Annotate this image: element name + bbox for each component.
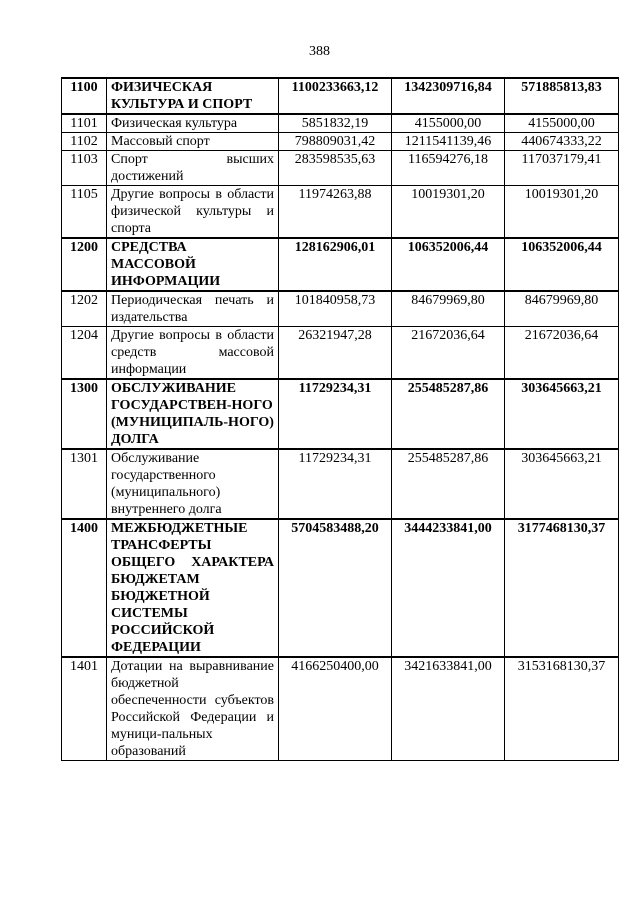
table-row [62, 379, 619, 449]
table-row [62, 238, 619, 291]
table-row [62, 151, 619, 186]
row-code: 1400 [62, 519, 107, 657]
row-value-3: 303645663,21 [505, 449, 619, 519]
row-code: 1401 [62, 657, 107, 761]
row-value-2: 21672036,64 [392, 327, 505, 380]
row-value-3: 440674333,22 [505, 133, 619, 151]
row-value-1: 11974263,88 [279, 186, 392, 239]
table-row [62, 291, 619, 327]
row-value-2: 4155000,00 [392, 114, 505, 133]
row-value-2: 10019301,20 [392, 186, 505, 239]
row-code: 1100 [62, 78, 107, 114]
row-value-3: 4155000,00 [505, 114, 619, 133]
table-row [62, 186, 619, 239]
row-value-1: 1100233663,12 [279, 78, 392, 114]
budget-table [61, 77, 619, 761]
row-value-3: 10019301,20 [505, 186, 619, 239]
row-value-3: 303645663,21 [505, 379, 619, 449]
row-name: Периодическая печать и издательства [107, 291, 279, 327]
row-value-1: 101840958,73 [279, 291, 392, 327]
row-value-3: 571885813,83 [505, 78, 619, 114]
row-name: СРЕДСТВА МАССОВОЙ ИНФОРМАЦИИ [107, 238, 279, 291]
table-row [62, 327, 619, 380]
table-row [62, 657, 619, 761]
row-value-3: 21672036,64 [505, 327, 619, 380]
row-value-2: 1211541139,46 [392, 133, 505, 151]
row-value-3: 3153168130,37 [505, 657, 619, 761]
row-value-3: 106352006,44 [505, 238, 619, 291]
row-value-1: 11729234,31 [279, 379, 392, 449]
row-code: 1101 [62, 114, 107, 133]
row-value-1: 283598535,63 [279, 151, 392, 186]
row-code: 1300 [62, 379, 107, 449]
table-row [62, 114, 619, 133]
row-value-1: 128162906,01 [279, 238, 392, 291]
row-name: ФИЗИЧЕСКАЯ КУЛЬТУРА И СПОРТ [107, 78, 279, 114]
row-value-2: 3421633841,00 [392, 657, 505, 761]
row-code: 1202 [62, 291, 107, 327]
row-code: 1102 [62, 133, 107, 151]
row-name: Другие вопросы в области физической культуры и спорта [107, 186, 279, 239]
table-row [62, 519, 619, 657]
row-code: 1200 [62, 238, 107, 291]
row-name: Массовый спорт [107, 133, 279, 151]
row-name: Физическая культура [107, 114, 279, 133]
table-row [62, 449, 619, 519]
table-row [62, 78, 619, 114]
row-name: ОБСЛУЖИВАНИЕ ГОСУДАРСТВЕН-НОГО (МУНИЦИПАЛЬ-НОГО) ДОЛГА [107, 379, 279, 449]
row-value-3: 3177468130,37 [505, 519, 619, 657]
row-code: 1105 [62, 186, 107, 239]
row-value-1: 4166250400,00 [279, 657, 392, 761]
row-code: 1103 [62, 151, 107, 186]
row-value-2: 84679969,80 [392, 291, 505, 327]
row-value-1: 5704583488,20 [279, 519, 392, 657]
row-value-2: 1342309716,84 [392, 78, 505, 114]
row-name: Дотации на выравнивание бюджетной обеспеченности субъектов Российской Федерации и муници-пальных образований [107, 657, 279, 761]
row-value-1: 11729234,31 [279, 449, 392, 519]
row-value-2: 106352006,44 [392, 238, 505, 291]
row-value-2: 116594276,18 [392, 151, 505, 186]
row-code: 1204 [62, 327, 107, 380]
row-name: МЕЖБЮДЖЕТНЫЕ ТРАНСФЕРТЫ ОБЩЕГО ХАРАКТЕРА БЮДЖЕТАМ БЮДЖЕТНОЙ СИСТЕМЫ РОССИЙСКОЙ ФЕДЕРАЦИИ [107, 519, 279, 657]
row-value-1: 798809031,42 [279, 133, 392, 151]
row-name: Другие вопросы в области средств массовой информации [107, 327, 279, 380]
row-value-2: 255485287,86 [392, 379, 505, 449]
row-value-1: 26321947,28 [279, 327, 392, 380]
row-name: Обслуживание государственного (муниципального) внутреннего долга [107, 449, 279, 519]
row-name: Спорт высших достижений [107, 151, 279, 186]
row-value-2: 255485287,86 [392, 449, 505, 519]
row-value-1: 5851832,19 [279, 114, 392, 133]
row-code: 1301 [62, 449, 107, 519]
page-number: 388 [309, 44, 330, 59]
table-row [62, 133, 619, 151]
row-value-2: 3444233841,00 [392, 519, 505, 657]
row-value-3: 84679969,80 [505, 291, 619, 327]
row-value-3: 117037179,41 [505, 151, 619, 186]
